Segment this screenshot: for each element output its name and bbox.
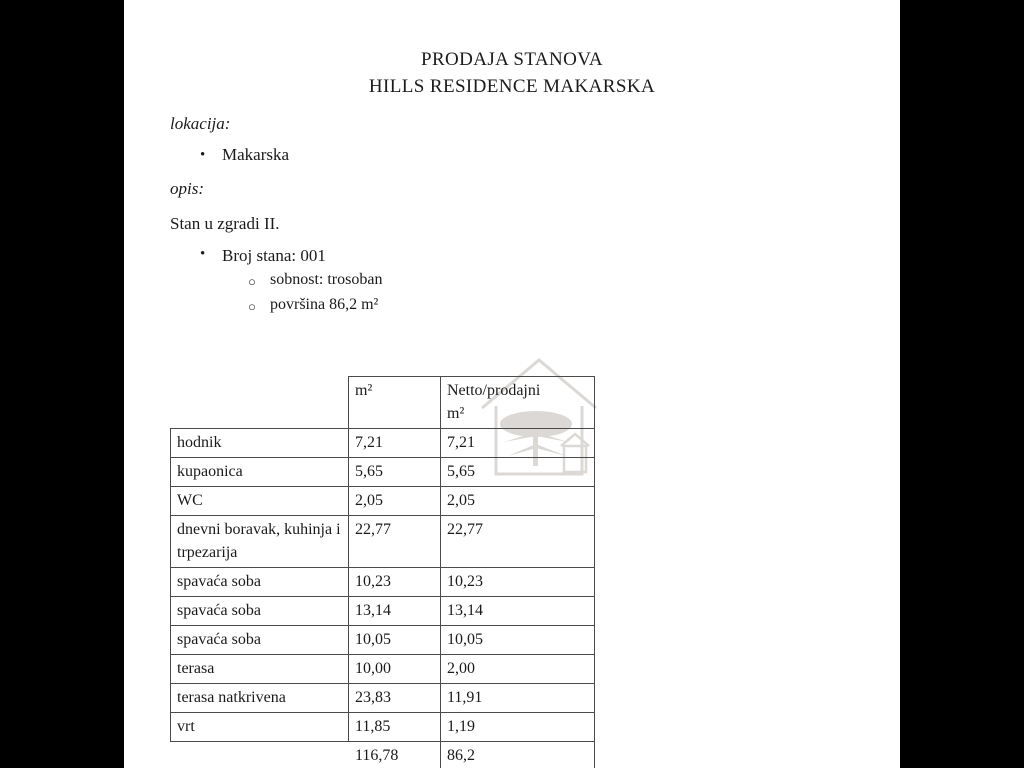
table-row	[171, 655, 595, 684]
total-label	[171, 742, 349, 768]
table-header-netto-line2: m²	[447, 405, 465, 422]
circle-bullet-icon: ○	[248, 299, 256, 314]
row-netto: 2,05	[441, 487, 595, 516]
table-header-m2: m²	[349, 377, 441, 429]
table-row	[171, 487, 595, 516]
row-m2: 13,14	[349, 597, 441, 626]
location-list-item	[200, 145, 900, 165]
row-name: WC	[171, 487, 349, 516]
table-row	[171, 684, 595, 713]
list-item	[248, 296, 900, 318]
row-name: terasa natkrivena	[171, 684, 349, 713]
row-m2: 23,83	[349, 684, 441, 713]
apartment-sub-list	[248, 271, 900, 318]
row-netto: 5,65	[441, 458, 595, 487]
sub-item-rooms: sobnost: trosoban	[270, 271, 383, 288]
row-m2: 7,21	[349, 429, 441, 458]
table-header-netto-line1: Netto/prodajni	[447, 382, 541, 399]
document-page	[124, 0, 900, 768]
row-m2: 10,00	[349, 655, 441, 684]
table-row	[171, 626, 595, 655]
row-name: dnevni boravak, kuhinja i trpezarija	[171, 516, 349, 568]
table-header-empty	[171, 377, 349, 429]
table-row	[171, 429, 595, 458]
row-netto: 22,77	[441, 516, 595, 568]
row-m2: 11,85	[349, 713, 441, 742]
table-row	[171, 597, 595, 626]
total-netto: 86,2	[441, 742, 595, 768]
row-m2: 5,65	[349, 458, 441, 487]
row-name: spavaća soba	[171, 597, 349, 626]
title-line-2: HILLS RESIDENCE MAKARSKA	[368, 76, 656, 97]
row-netto: 1,19	[441, 713, 595, 742]
row-netto: 13,14	[441, 597, 595, 626]
total-m2: 116,78	[349, 742, 441, 768]
row-name: vrt	[171, 713, 349, 742]
row-name: terasa	[171, 655, 349, 684]
row-name: spavaća soba	[171, 626, 349, 655]
areas-table-container	[170, 376, 594, 768]
table-total-row	[171, 742, 595, 768]
table-row	[171, 516, 595, 568]
list-item	[248, 271, 900, 293]
document-title	[124, 46, 900, 100]
circle-bullet-icon: ○	[248, 274, 256, 289]
row-m2: 2,05	[349, 487, 441, 516]
table-row	[171, 458, 595, 487]
row-name: hodnik	[171, 429, 349, 458]
table-header-netto	[441, 377, 595, 429]
row-m2: 22,77	[349, 516, 441, 568]
sub-item-area: površina 86,2 m²	[270, 296, 379, 313]
row-netto: 10,23	[441, 568, 595, 597]
row-netto: 11,91	[441, 684, 595, 713]
row-netto: 7,21	[441, 429, 595, 458]
row-netto: 2,00	[441, 655, 595, 684]
apartment-list-item	[200, 246, 900, 266]
row-m2: 10,23	[349, 568, 441, 597]
apartment-number: Broj stana: 001	[222, 246, 326, 265]
table-row	[171, 713, 595, 742]
table-header-row	[171, 377, 595, 429]
location-value: Makarska	[222, 145, 290, 164]
table-row	[171, 568, 595, 597]
description-text: Stan u zgradi II.	[170, 214, 280, 233]
bullet-icon: •	[200, 147, 206, 163]
row-name: kupaonica	[171, 458, 349, 487]
row-name: spavaća soba	[171, 568, 349, 597]
row-m2: 10,05	[349, 626, 441, 655]
location-label: lokacija:	[170, 114, 231, 133]
row-netto: 10,05	[441, 626, 595, 655]
title-line-1: PRODAJA STANOVA	[420, 49, 604, 70]
areas-table	[170, 376, 595, 768]
document-body	[124, 46, 900, 768]
description-label: opis:	[170, 179, 204, 198]
bullet-icon: •	[200, 246, 206, 262]
